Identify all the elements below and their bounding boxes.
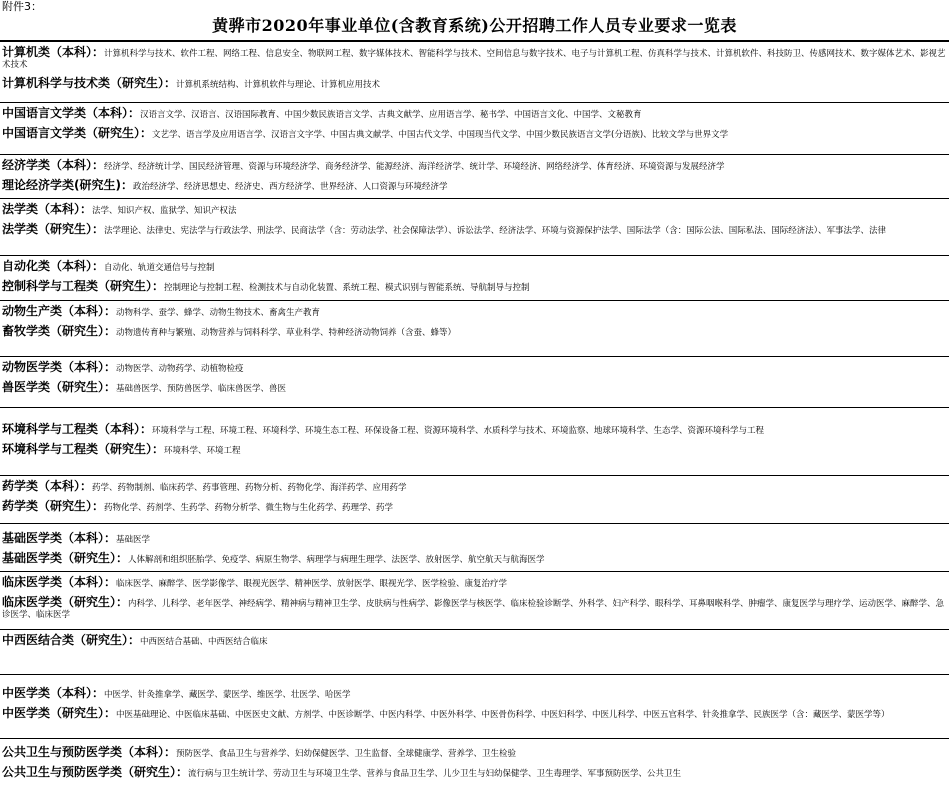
list-item: [2, 126, 947, 141]
major-list: 控制理论与控制工程、检测技术与自动化装置、系统工程、模式识别与智能系统、导航制导与控制: [164, 283, 530, 293]
list-item: [2, 499, 947, 514]
category-heading: 动物生产类（本科）：: [2, 304, 117, 318]
category-heading: 自动化类（本科）：: [2, 259, 105, 273]
category-heading: 兽医学类（研究生）：: [2, 380, 117, 394]
table-row-law: [0, 199, 949, 256]
major-list: 自动化、轨道交通信号与控制: [104, 263, 215, 273]
major-list: 药学、药物制剂、临床药学、药事管理、药物分析、药物化学、海洋药学、应用药学: [92, 483, 407, 493]
category-heading: 中国语言文学类（本科）：: [2, 106, 141, 120]
list-item: [2, 595, 947, 621]
category-heading: 公共卫生与预防医学类（本科）：: [2, 745, 177, 759]
major-list: 政治经济学、经济思想史、经济史、西方经济学、世界经济、人口资源与环境经济学: [132, 182, 448, 192]
major-list: 基础兽医学、预防兽医学、临床兽医学、兽医: [116, 384, 287, 394]
major-list: 经济学、经济统计学、国民经济管理、资源与环境经济学、商务经济学、能源经济、海洋经济学、统计学、环境经济、网络经济学、体育经济、环境资源与发展经济学: [104, 162, 725, 172]
table-row-automation: [0, 256, 949, 301]
major-list: 计算机系统结构、计算机软件与理论、计算机应用技术: [176, 80, 381, 90]
table-row-computer: [0, 42, 949, 103]
category-heading: 基础医学类（研究生）：: [2, 551, 129, 565]
table-row-clinical-medicine: [0, 572, 949, 630]
list-item: [2, 706, 947, 721]
list-item: [2, 158, 947, 173]
major-list: 预防医学、食品卫生与营养学、妇幼保健医学、卫生监督、全球健康学、营养学、卫生检验: [176, 749, 517, 759]
list-item: [2, 202, 947, 217]
major-list: 中医基础理论、中医临床基础、中医医史文献、方剂学、中医诊断学、中医内科学、中医外科学、中医骨伤科学、中医妇科学、中医儿科学、中医五官科学、针灸推拿学、民族医学（含：藏医学、蒙医学等）: [116, 710, 890, 720]
category-heading: 理论经济学类(研究生)：: [2, 178, 133, 192]
category-heading: 中西医结合类（研究生）：: [2, 633, 141, 647]
list-item: [2, 551, 947, 566]
table-row-economics: [0, 155, 949, 199]
major-list: 环境科学、环境工程: [164, 446, 241, 456]
category-heading: 公共卫生与预防医学类（研究生）：: [2, 765, 189, 779]
category-heading: 中医学类（研究生）：: [2, 706, 117, 720]
list-item: [2, 45, 947, 71]
major-list: 内科学、儿科学、老年医学、神经病学、精神病与精神卫生学、皮肤病与性病学、影像医学与核医学、临床检验诊断学、外科学、妇产科学、眼科学、耳鼻咽喉科学、肿瘤学、康复医学与理疗学、运动医学、麻醉学、急诊医学、临床医学: [2, 599, 945, 620]
table-row-basic-medicine: [0, 524, 949, 572]
table-row-chinese: [0, 103, 949, 155]
category-heading: 环境科学与工程类（本科）：: [2, 422, 153, 436]
category-heading: 经济学类（本科）：: [2, 158, 105, 172]
list-item: [2, 76, 947, 91]
category-heading: 临床医学类（本科）：: [2, 575, 117, 589]
category-heading: 中医学类（本科）：: [2, 686, 105, 700]
list-item: [2, 479, 947, 494]
major-list: 文艺学、语言学及应用语言学、汉语言文字学、中国古典文献学、中国古代文学、中国现当代文学、中国少数民族语言文学(分语族)、比较文学与世界文学: [152, 130, 729, 140]
category-heading: 畜牧学类（研究生）：: [2, 324, 117, 338]
category-heading: 计算机类（本科）：: [2, 45, 105, 59]
list-item: [2, 531, 947, 546]
list-item: [2, 380, 947, 395]
category-heading: 环境科学与工程类（研究生）：: [2, 442, 165, 456]
major-list: 计算机科学与技术、软件工程、网络工程、信息安全、物联网工程、数字媒体技术、智能科学与技术、空间信息与数字技术、电子与计算机工程、仿真科学与技术、计算机软件、科技防卫、传感网技术、数字媒体艺术、影视艺术技术: [2, 49, 946, 70]
list-item: [2, 279, 947, 294]
list-item: [2, 222, 947, 237]
category-heading: 法学类（研究生）：: [2, 222, 105, 236]
category-heading: 动物医学类（本科）：: [2, 360, 117, 374]
major-list: 药物化学、药剂学、生药学、药物分析学、微生物与生化药学、药理学、药学: [104, 503, 394, 513]
list-item: [2, 575, 947, 590]
major-list: 人体解剖和组织胚胎学、免疫学、病原生物学、病理学与病理生理学、法医学、放射医学、航空航天与航海医学: [128, 555, 545, 565]
list-item: [2, 633, 947, 648]
list-item: [2, 442, 947, 457]
major-list: 中西医结合基础、中西医结合临床: [140, 637, 268, 647]
list-item: [2, 178, 947, 193]
major-list: 动物科学、蚕学、蜂学、动物生物技术、畜禽生产教育: [116, 308, 321, 318]
major-list: 基础医学: [116, 535, 151, 545]
list-item: [2, 360, 947, 375]
list-item: [2, 106, 947, 121]
major-requirements-table: [0, 42, 949, 783]
category-heading: 中国语言文学类（研究生）：: [2, 126, 153, 140]
major-list: 法学理论、法律史、宪法学与行政法学、刑法学、民商法学（含：劳动法学、社会保障法学）、诉讼法学、经济法学、环境与资源保护法学、国际法学（含：国际公法、国际私法、国际经济法）、军事法学、法律: [104, 226, 887, 236]
major-list: 法学、知识产权、监狱学、知识产权法: [92, 206, 237, 216]
category-heading: 药学类（本科）：: [2, 479, 93, 493]
major-list: 动物医学、动物药学、动植物检疫: [116, 364, 244, 374]
list-item: [2, 304, 947, 319]
category-heading: 基础医学类（本科）：: [2, 531, 117, 545]
table-row-animal-production: [0, 301, 949, 357]
major-list: 中医学、针灸推拿学、藏医学、蒙医学、维医学、壮医学、哈医学: [104, 690, 351, 700]
annex-label: 附件3：: [2, 0, 42, 13]
table-row-tcm: [0, 675, 949, 739]
list-item: [2, 745, 947, 760]
major-list: 临床医学、麻醉学、医学影像学、眼视光医学、精神医学、放射医学、眼视光学、医学检验、康复治疗学: [116, 579, 508, 589]
table-row-integrated-medicine: [0, 630, 949, 675]
list-item: [2, 259, 947, 274]
major-list: 动物遗传育种与繁殖、动物营养与饲料科学、草业科学、特种经济动物饲养（含蚕、蜂等）: [116, 328, 457, 338]
table-row-pharmacy: [0, 476, 949, 524]
page-title: 黄骅市2020年事业单位(含教育系统)公开招聘工作人员专业要求一览表: [212, 16, 737, 35]
table-row-environment: [0, 408, 949, 476]
major-list: 环境科学与工程、环境工程、环境科学、环境生态工程、环保设备工程、资源环境科学、水质科学与技术、环境监察、地球环境科学、生态学、资源环境科学与工程: [152, 426, 765, 436]
table-row-public-health: [0, 739, 949, 783]
category-heading: 控制科学与工程类（研究生）：: [2, 279, 165, 293]
major-list: 汉语言文学、汉语言、汉语国际教育、中国少数民族语言文学、古典文献学、应用语言学、秘书学、中国语言文化、中国学、文秘教育: [140, 110, 642, 120]
table-row-veterinary: [0, 357, 949, 408]
category-heading: 药学类（研究生）：: [2, 499, 105, 513]
major-list: 流行病与卫生统计学、劳动卫生与环境卫生学、营养与食品卫生学、儿少卫生与妇幼保健学、卫生毒理学、军事预防医学、公共卫生: [188, 769, 682, 779]
list-item: [2, 324, 947, 339]
list-item: [2, 686, 947, 701]
category-heading: 临床医学类（研究生）：: [2, 595, 129, 609]
category-heading: 法学类（本科）：: [2, 202, 93, 216]
list-item: [2, 422, 947, 437]
list-item: [2, 765, 947, 780]
category-heading: 计算机科学与技术类（研究生）：: [2, 76, 177, 90]
